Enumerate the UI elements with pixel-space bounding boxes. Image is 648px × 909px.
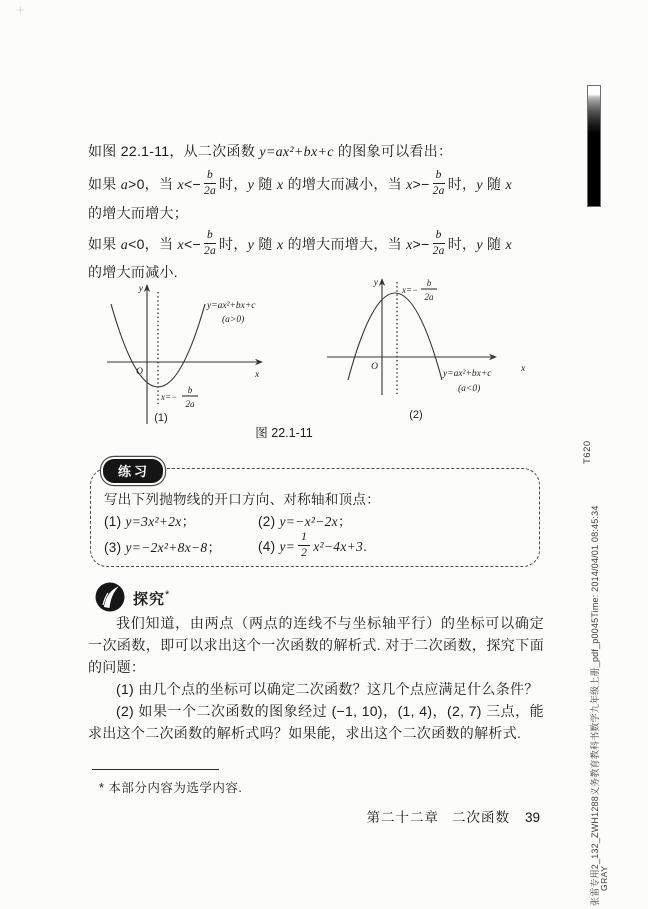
math-run: x [406, 238, 413, 253]
explore-body [88, 612, 544, 744]
text-run: 时， [219, 176, 248, 192]
text-run: (3) [104, 540, 126, 555]
subfigure-label-2: (2) [409, 409, 423, 421]
math-run: x²−4x+3 [313, 539, 364, 554]
math-run: x [276, 178, 284, 193]
vertex-fraction-denominator: 2a [424, 292, 434, 302]
y-axis-label: y [138, 284, 143, 294]
math-run: x [505, 238, 513, 253]
x-axis-label: x [255, 370, 260, 380]
curve-equation-label: y=ax²+bx+c [443, 369, 492, 379]
parabola-graph-a-positive [95, 278, 295, 428]
exercise-badge: 练习 [103, 459, 163, 483]
paragraph-a-negative-line2: 的增大而减小. [88, 264, 178, 280]
x-axis-label: x [521, 364, 526, 374]
math-run: a [120, 238, 129, 253]
subfigure-label-1: (1) [154, 412, 168, 424]
math-run: y=ax²+bx+c [259, 145, 334, 160]
parabola-graph-a-negative [325, 272, 540, 447]
text-run: 如果 [88, 236, 121, 252]
print-slug: 张雷专用2_132_ZWH1288义务教育教科书数学九年级上册_pdf_p0045Time: 2014/04/01 08:45:34 [590, 505, 600, 906]
explore-question-1: (1) 由几个点的坐标可以确定二次函数？这几个点应满足什么条件？ [116, 681, 539, 697]
explore-icon [94, 581, 126, 613]
text-run: 时， [447, 176, 477, 192]
math-run: x [177, 238, 184, 253]
text-run: . [363, 539, 368, 554]
text-run: >0，当 [128, 176, 178, 192]
y-axis-label: y [373, 278, 378, 288]
math-run: x [406, 178, 413, 193]
math-run: a [120, 178, 129, 193]
math-run: y= [279, 539, 296, 554]
text-run: (1) [104, 514, 126, 529]
parabola-curve [348, 293, 442, 380]
text-run: 的图象可以看出： [333, 143, 453, 159]
math-run: y [247, 178, 255, 193]
text-run: (2) [258, 514, 280, 529]
fraction: $\frac{b}{2a}$ [203, 169, 217, 197]
text-run: ； [207, 540, 222, 555]
text-run: 时， [219, 236, 248, 252]
vertex-label-prefix: x=− [402, 285, 419, 295]
fraction: $\frac{b}{2a}$ [432, 169, 445, 197]
math-run: x [177, 178, 184, 193]
explore-paragraph: 我们知道，由两点（两点的连线不与坐标轴平行）的坐标可以确定一次函数，即可以求出这个一次函数的解析式. 对于二次函数，探究下面的问题： [88, 615, 544, 675]
footnote-rule [92, 769, 219, 770]
text-run: <− [183, 236, 201, 252]
math-run: y=−2x²+8x−8 [125, 540, 208, 555]
vertex-label-prefix: x=− [161, 392, 178, 402]
text-run: 随 [482, 236, 506, 252]
math-run: y [476, 178, 483, 193]
math-run: y=3x²+2x [125, 514, 182, 529]
math-run: y [247, 238, 255, 253]
paragraph-a-negative-line1 [88, 224, 544, 266]
curve-case-label: (a<0) [458, 384, 481, 394]
exercise-item-4 [258, 532, 367, 562]
math-run: x [276, 238, 284, 253]
footnote-text: * 本部分内容为选学内容. [99, 781, 243, 795]
origin-label: O [371, 362, 378, 372]
exercise-prompt: 写出下列抛物线的开口方向、对称轴和顶点： [104, 492, 380, 507]
section-label: 二次函数 [451, 810, 510, 825]
color-mode-label: GRAY [599, 865, 609, 891]
text-run: 如图 22.1-11，从二次函数 [88, 143, 260, 159]
text-run: 的增大而增大，当 [283, 236, 407, 252]
text-run: 随 [254, 176, 277, 192]
text-run: 时， [447, 236, 477, 252]
explore-title [133, 588, 170, 609]
text-run: ； [337, 514, 352, 529]
fraction: $\frac{b}{2a}$ [203, 229, 217, 257]
chapter-label: 第二十二章 [366, 810, 439, 825]
vertex-fraction-numerator: b [426, 278, 432, 288]
explore-title-text: 探究 [133, 591, 166, 608]
paragraph-a-positive-line1 [88, 164, 544, 206]
paragraph-a-positive-line2: 的增大而增大； [88, 205, 189, 221]
exercise-item-2 [258, 510, 352, 530]
page-footer [366, 806, 540, 826]
explore-question-2: (2) 如果一个二次函数的图象经过 (−1, 10)，(1, 4)，(2, 7) 三点，能求出这个二次函数的解析式吗？如果能，求出这个二次函数的解析式. [88, 703, 544, 741]
fraction: $\frac{1}{2}$ [298, 531, 310, 559]
text-run: 随 [254, 236, 277, 252]
text-run: ； [181, 514, 196, 529]
text-run: 随 [482, 176, 506, 192]
text-run: (4) [258, 539, 280, 554]
intro-text [88, 141, 544, 163]
vertex-fraction-denominator: 2a [185, 399, 195, 409]
vertex-fraction-numerator: b [187, 385, 193, 395]
registration-mark: + [16, 2, 25, 19]
text-run: >− [412, 176, 430, 192]
curve-equation-label: y=ax²+bx+c [207, 301, 256, 311]
math-run: y=−x²−2x [279, 514, 338, 529]
text-run: <− [183, 176, 201, 192]
explore-title-asterisk: * [165, 589, 171, 601]
text-run: >− [412, 236, 430, 252]
plate-code: T620 [582, 440, 593, 464]
math-run: x [505, 178, 513, 193]
text-run: <0，当 [128, 236, 178, 252]
fraction: $\frac{b}{2a}$ [432, 229, 445, 257]
exercise-item-3 [104, 536, 221, 556]
figure-caption: 图 22.1-11 [255, 426, 313, 440]
origin-label: O [136, 367, 143, 377]
curve-case-label: (a>0) [222, 315, 245, 325]
grayscale-calibration-bar [587, 85, 601, 207]
page-number: 39 [524, 810, 540, 825]
exercise-item-1 [104, 510, 195, 530]
text-run: 的增大而减小，当 [283, 176, 407, 192]
text-run: 如果 [88, 176, 121, 192]
math-run: y [476, 238, 483, 253]
